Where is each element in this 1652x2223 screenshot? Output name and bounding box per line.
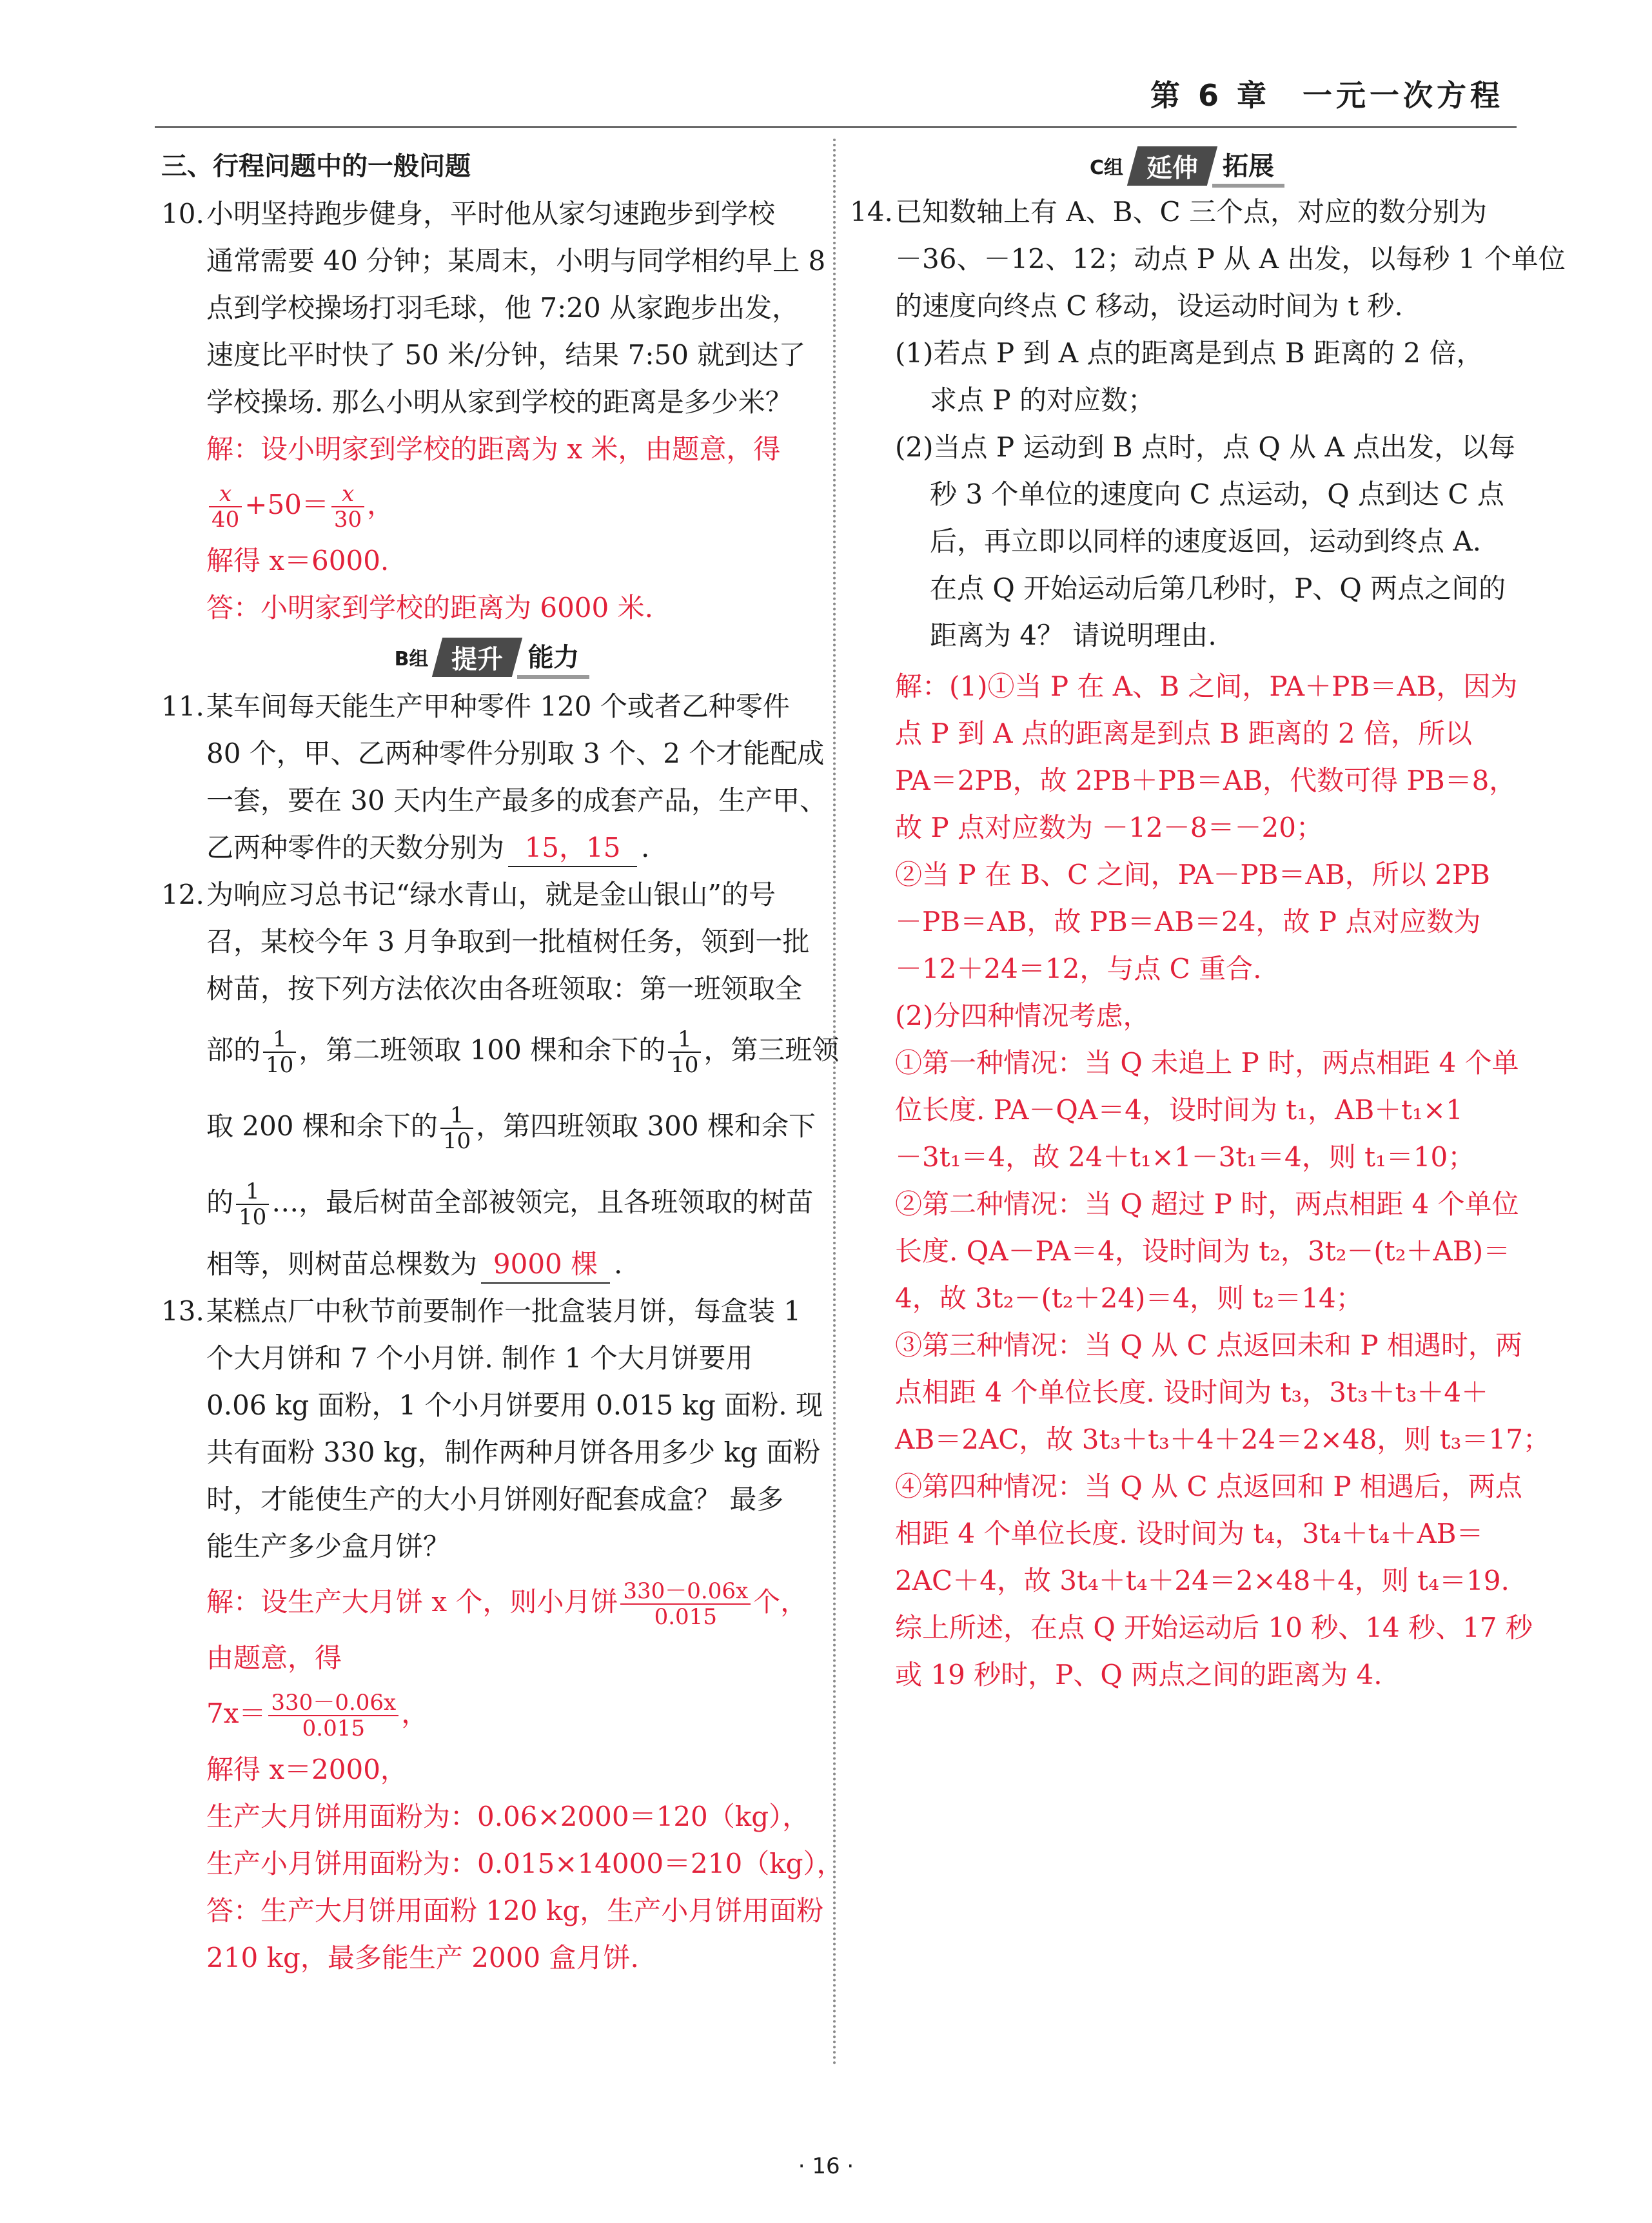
solution-line: ②当 P 在 B、C 之间，PA－PB＝AB，所以 2PB — [895, 859, 1490, 890]
question-line: 一套，要在 30 天内生产最多的成套产品，生产甲、 — [206, 785, 827, 816]
solution-line: AB＝2AC，故 3t₃＋t₃＋4＋24＝2×48，则 t₃＝17； — [895, 1424, 1550, 1455]
question-line: 取 200 棵和余下的 $\frac{1}{10}$ ，第四班领取 300 棵和余下 — [206, 1102, 816, 1154]
solution-line: 解得 x＝6000. — [206, 545, 389, 576]
question-10 — [161, 190, 826, 631]
group-b-banner — [161, 631, 814, 683]
question-part: 后，再立即以同样的速度返回，运动到终点 A. — [930, 525, 1482, 557]
running-header — [1150, 72, 1504, 115]
question-line: 共有面粉 330 kg，制作两种月饼各用多少 kg 面粉 — [206, 1436, 821, 1468]
question-line: 速度比平时快了 50 米/分钟，结果 7:50 就到达了 — [206, 339, 806, 371]
banner-dark-text: 延伸 — [1146, 153, 1199, 183]
solution-line: 故 P 点对应数为 －12－8＝－20； — [895, 812, 1323, 843]
solution-line: (2)分四种情况考虑， — [895, 1000, 1150, 1032]
column-divider — [833, 139, 836, 2066]
page-number: · 16 · — [798, 2153, 854, 2179]
question-number: 11. — [161, 690, 204, 722]
question-14: 14.已知数轴上有 A、B、C 三个点，对应的数分别为 －36、－12、12；动点 P 从 A 出发，以每秒 1 个单位 的速度向终点 C 移动，设运动时间为 t 秒. (1)若点 P 到 A 点的距离是到点 B 距离的 2 倍， 求点 P 的对应数； (2)当点 P 运动到 B 点时，点 Q 从 A 点出发，以每 秒 3 个单位的速度向 C 点运动，Q 点到达 C 点 后，再立即以同样的速度返回，运动到终点 A. 在点 Q 开始运动后第几秒时，P、Q 两点之间的 距离为 4？ 请说明理由. 解：(1)①当 P 在 A、B 之间，PA＋PB＝AB，因为 点 P 到 A 点的距离是到点 B 距离的 2 倍，所以 PA＝2PB，故 2PB＋PB＝AB，代数可得 PB＝8， 故 P 点对应数为 －12－8＝－20； ②当 P 在 B、C 之间，PA－PB＝AB，所以 2PB －PB＝AB，故 PB＝AB＝24，故 P 点对应数为 －12＋24＝12，与点 C 重合. (2)分四种情况考虑， ①第一种情况：当 Q 未追上 P 时，两点相距 4 个单 位长度. PA－QA＝4，设时间为 t₁，AB＋t₁×1 －3t₁＝4，故 24＋t₁×1－3t₁＝4，则 t₁＝10； ②第二种情况：当 Q 超过 P 时，两点相距 4 个单位 长度. QA－PA＝4，设时间为 t₂，3t₂－(t₂＋AB)＝ 4，故 3t₂－(t₂＋24)＝4，则 t₂＝14； ③第三种情况：当 Q 从 C 点返回未和 P 相遇时，两 点相距 4 个单位长度. 设时间为 t₃，3t₃＋t₃＋4＋ AB＝2AC，故 3t₃＋t₃＋4＋24＝2×48，则 t₃＝17； ④第四种情况：当 Q 从 C 点返回和 P 相遇后，两点 相距 4 个单位长度. 设时间为 t₄，3t₄＋t₄＋AB＝ 2AC＋4，故 3t₄＋t₄＋24＝2×48＋4，则 t₄＝19. 综上所述，在点 Q 开始运动后 10 秒、14 秒、17 秒 或 19 秒时，P、Q 两点之间的距离为 4. — [850, 188, 1515, 1698]
solution-line: 解：(1)①当 P 在 A、B 之间，PA＋PB＝AB，因为 — [895, 671, 1518, 702]
question-line: 部的 $\frac{1}{10}$ ，第二班领取 100 棵和余下的 $\frac{1}{10}$ ，第三班领 — [206, 1026, 840, 1078]
question-part: 秒 3 个单位的速度向 C 点运动，Q 点到达 C 点 — [930, 478, 1504, 510]
solution-line: 长度. QA－PA＝4，设时间为 t₂，3t₂－(t₂＋AB)＝ — [895, 1235, 1511, 1267]
question-part: 求点 P 的对应数； — [930, 384, 1155, 416]
solution-line: 生产小月饼用面粉为：0.015×14000＝210（kg）， — [206, 1848, 844, 1879]
fraction: $\frac{330-0.06x}{0.015}$ — [268, 1690, 398, 1741]
solution-line: －12＋24＝12，与点 C 重合. — [895, 953, 1262, 984]
banner-dark-text: 提升 — [451, 644, 504, 674]
group-c-banner — [850, 143, 1515, 188]
question-line: 学校操场. 那么小明从家到学校的距离是多少米？ — [206, 386, 792, 418]
answer-blank: 15，15 — [508, 830, 637, 867]
question-part: 在点 Q 开始运动后第几秒时，P、Q 两点之间的 — [930, 573, 1506, 604]
question-11: 11.某车间每天能生产甲种零件 120 个或者乙种零件 80 个，甲、乙两种零件分别取 3 个、2 个才能配成 一套，要在 30 天内生产最多的成套产品，生产甲、 乙两种零件的天数分别为 15，15 . — [161, 683, 814, 871]
chapter-title: 一元一次方程 — [1303, 78, 1504, 113]
question-12: 12.为响应习总书记“绿水青山，就是金山银山”的号 召，某校今年 3 月争取到一批植树任务，领到一批 树苗，按下列方法依次由各班领取：第一班领取全 部的 $\frac{1}{10}$ ，第二班领取 100 棵和余下的 $\frac{1}{10}$ ，第三班领 取 200 棵和余下的 $\frac{1}{10}$ ，第四班领取 300 棵和余下 的 $\frac{1}{10}$ …，最后树苗全部被领完，且各班领取的树苗 相等，则树苗总棵数为 9000 棵 . — [161, 871, 814, 1288]
fraction: $\frac{1}{10}$ — [236, 1179, 269, 1229]
question-13: 13.某糕点厂中秋节前要制作一批盒装月饼，每盒装 1 个大月饼和 7 个小月饼. 制作 1 个大月饼要用 0.06 kg 面粉，1 个小月饼要用 0.015 kg 面粉. 现 共有面粉 330 kg，制作两种月饼各用多少 kg 面粉 时，才能使生产的大小月饼刚好配套成盒？ 最多 能生产多少盒月饼？ 解：设生产大月饼 x 个，则小月饼 $\frac{330-0.06x}{0.015}$ 个， 由题意，得 7x＝ $\frac{330-0.06x}{0.015}$ ， 解得 x＝2000， 生产大月饼用面粉为：0.06×2000＝120（kg）， 生产小月饼用面粉为：0.015×14000＝210（kg）， 答：生产大月饼用面粉 120 kg，生产小月饼用面粉 210 kg，最多能生产 2000 盒月饼. — [161, 1288, 814, 1981]
solution-equation: 7x＝ $\frac{330-0.06x}{0.015}$ ， — [206, 1690, 429, 1741]
solution-line: 2AC＋4，故 3t₄＋t₄＋24＝2×48＋4，则 t₄＝19. — [895, 1565, 1509, 1596]
fraction: $\frac{x}{40}$ — [209, 482, 242, 532]
question-line: 点到学校操场打羽毛球，他 7:20 从家跑步出发， — [206, 292, 800, 324]
question-line: 乙两种零件的天数分别为 15，15 . — [161, 824, 814, 871]
solution-line: 解得 x＝2000， — [206, 1754, 408, 1785]
solution-line: ③第三种情况：当 Q 从 C 点返回未和 P 相遇时，两 — [895, 1329, 1522, 1361]
solution-line: 生产大月饼用面粉为：0.06×2000＝120（kg）， — [206, 1801, 810, 1832]
question-line: 召，某校今年 3 月争取到一批植树任务，领到一批 — [206, 926, 810, 957]
question-line: 0.06 kg 面粉，1 个小月饼要用 0.015 kg 面粉. 现 — [206, 1389, 823, 1421]
solution-line: －PB＝AB，故 PB＝AB＝24，故 P 点对应数为 — [895, 906, 1481, 937]
solution-line: 点 P 到 A 点的距离是到点 B 距离的 2 倍，所以 — [895, 718, 1472, 749]
solution-line: 答：小明家到学校的距离为 6000 米. — [206, 592, 653, 623]
question-line: －36、－12、12；动点 P 从 A 出发，以每秒 1 个单位 — [895, 243, 1566, 275]
solution-line: PA＝2PB，故 2PB＋PB＝AB，代数可得 PB＝8， — [895, 765, 1517, 796]
question-line: 的 $\frac{1}{10}$ …，最后树苗全部被领完，且各班领取的树苗 — [206, 1179, 814, 1230]
question-line: 个大月饼和 7 个小月饼. 制作 1 个大月饼要用 — [206, 1342, 753, 1374]
solution-line: 综上所述，在点 Q 开始运动后 10 秒、14 秒、17 秒 — [895, 1612, 1533, 1643]
group-label: C组 — [1081, 152, 1132, 180]
banner-light-text: 能力 — [517, 636, 589, 679]
question-line: 时，才能使生产的大小月饼刚好配套成盒？ 最多 — [206, 1484, 784, 1515]
fraction: $\frac{x}{30}$ — [331, 482, 364, 532]
solution-line: ②第二种情况：当 Q 超过 P 时，两点相距 4 个单位 — [895, 1188, 1519, 1220]
solution-line: 或 19 秒时，P、Q 两点之间的距离为 4. — [895, 1659, 1382, 1690]
header-rule — [155, 126, 1517, 128]
question-part: 距离为 4？ 请说明理由. — [930, 620, 1217, 651]
question-line: 80 个，甲、乙两种零件分别取 3 个、2 个才能配成 — [206, 738, 825, 769]
question-line: 能生产多少盒月饼？ — [206, 1531, 451, 1562]
section-title: 三、行程问题中的一般问题 — [161, 152, 471, 181]
solution-line: 相距 4 个单位长度. 设时间为 t₄，3t₄＋t₄＋AB＝ — [895, 1518, 1484, 1549]
question-part: (1)若点 P 到 A 点的距离是到点 B 距离的 2 倍， — [895, 337, 1484, 369]
solution-line: －3t₁＝4，故 24＋t₁×1－3t₁＝4，则 t₁＝10； — [895, 1141, 1475, 1173]
fraction: $\frac{330-0.06x}{0.015}$ — [620, 1579, 751, 1629]
solution-block — [850, 663, 1550, 1698]
question-number: 14. — [850, 196, 893, 228]
banner-light-text: 拓展 — [1212, 144, 1284, 188]
right-column — [850, 143, 1566, 1698]
question-line: 的速度向终点 C 移动，设运动时间为 t 秒. — [895, 290, 1403, 322]
question-number: 12. — [161, 879, 204, 910]
fraction: $\frac{1}{10}$ — [668, 1027, 701, 1077]
solution-line: ④第四种情况：当 Q 从 C 点返回和 P 相遇后，两点 — [895, 1471, 1522, 1502]
fraction: $\frac{1}{10}$ — [440, 1103, 473, 1153]
solution-line: 答：生产大月饼用面粉 120 kg，生产小月饼用面粉 — [206, 1895, 824, 1926]
question-part: (2)当点 P 运动到 B 点时，点 Q 从 A 点出发，以每 — [895, 431, 1516, 463]
solution-line: 解：设生产大月饼 x 个，则小月饼 $\frac{330-0.06x}{0.015}$ 个， — [206, 1578, 808, 1630]
question-line: 相等，则树苗总棵数为 9000 棵 . — [161, 1240, 814, 1288]
question-number: 13. — [161, 1295, 204, 1327]
solution-line: 由题意，得 — [206, 1642, 342, 1674]
question-line: 10.小明坚持跑步健身，平时他从家匀速跑步到学校 — [161, 190, 814, 237]
fraction: $\frac{1}{10}$ — [263, 1027, 296, 1077]
solution-line: 210 kg，最多能生产 2000 盒月饼. — [206, 1942, 639, 1973]
question-line: 树苗，按下列方法依次由各班领取：第一班领取全 — [206, 973, 803, 1004]
solution-line: 4，故 3t₂－(t₂＋24)＝4，则 t₂＝14； — [895, 1282, 1363, 1314]
chapter-number: 第 6 章 — [1150, 78, 1270, 113]
group-label: B组 — [386, 643, 438, 671]
answer-blank: 9000 棵 — [481, 1246, 610, 1284]
question-line: 通常需要 40 分钟；某周末，小明与同学相约早上 8 — [206, 245, 826, 277]
left-column — [161, 143, 844, 1981]
question-number: 10. — [161, 198, 204, 230]
solution-line: 解：设小明家到学校的距离为 x 米，由题意，得 — [206, 433, 781, 465]
solution-line: 位长度. PA－QA＝4，设时间为 t₁，AB＋t₁×1 — [895, 1094, 1463, 1126]
solution-equation: $\frac{x}{40}$ +50＝ $\frac{x}{30}$ ， — [161, 473, 814, 537]
solution-line: ①第一种情况：当 Q 未追上 P 时，两点相距 4 个单 — [895, 1047, 1519, 1079]
solution-line: 点相距 4 个单位长度. 设时间为 t₃，3t₃＋t₃＋4＋ — [895, 1376, 1489, 1408]
